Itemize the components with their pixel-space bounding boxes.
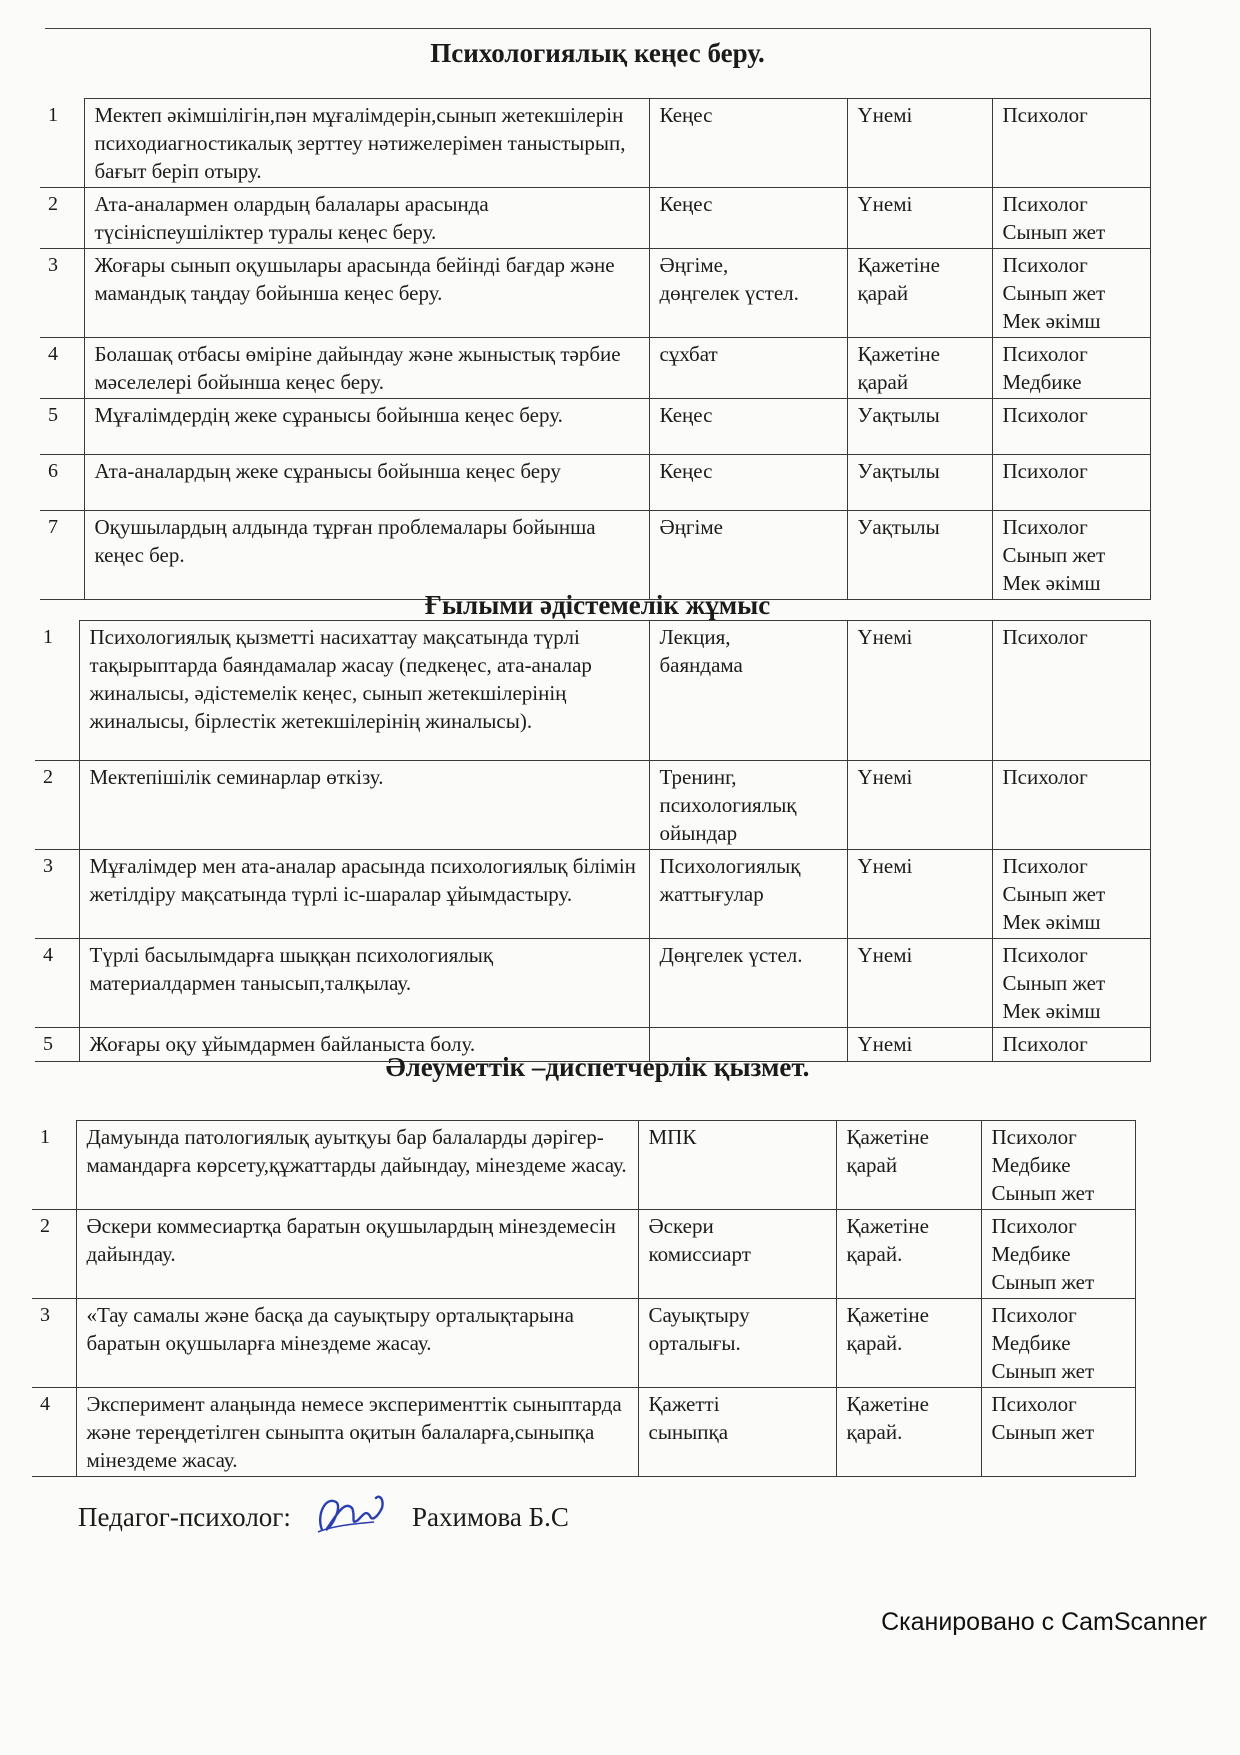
responsible-persons-line: Сынып жет [1002,281,1106,305]
responsible-persons-line: Медбике [991,1331,1071,1355]
responsible-persons-line: Сынып жет [1002,971,1106,995]
activity-timing-line: Үнемі [857,943,913,967]
activity-form [649,338,847,399]
responsible-persons [992,399,1150,455]
activity-description: Жоғары оқу ұйымдармен байланыста болу. [79,1028,649,1062]
activity-timing [847,511,992,600]
activity-timing-line: Уақтылы [857,403,940,427]
activity-timing [836,1388,981,1477]
table-row [35,850,1150,939]
activity-description: Болашақ отбасы өміріне дайындау және жыныстық тәрбие мәселелері бойынша кеңес беру. [84,338,649,399]
activity-form-line: Лекция, [659,625,731,649]
table-row [40,188,1150,249]
activity-timing [847,761,992,850]
table-row [35,761,1150,850]
activity-description: Түрлі басылымдарға шыққан психологиялық материалдармен танысып,талқылау. [79,939,649,1028]
activity-timing-line: қарай [857,370,909,394]
activity-timing-line: Үнемі [857,1032,913,1056]
activity-timing-line: қарай. [846,1331,903,1355]
row-number: 3 [35,850,79,939]
row-number: 1 [32,1121,76,1210]
activity-timing-line: қарай. [846,1420,903,1444]
camscanner-watermark: Сканировано с CamScanner [881,1608,1207,1636]
activity-form-line: Кеңес [659,403,713,427]
activity-timing-line: Уақтылы [857,459,940,483]
responsible-persons-line: Психолог [1002,103,1088,127]
table-row [32,1299,1135,1388]
activity-timing-line: Қажетіне [846,1392,929,1416]
activity-form-line: орталығы. [648,1331,741,1355]
responsible-persons-line: Сынып жет [991,1181,1095,1205]
table-row [40,455,1150,511]
activity-form-line: Кеңес [659,103,713,127]
responsible-persons [992,99,1150,188]
responsible-persons-line: Сынып жет [991,1359,1095,1383]
activity-timing-line: Қажетіне [857,342,940,366]
activity-form-line: Әңгіме, [659,253,729,277]
activity-timing-line: Қажетіне [846,1303,929,1327]
footer-name: Рахимова Б.С [412,1502,569,1532]
activity-timing-line: Үнемі [857,854,913,878]
responsible-persons-line: Психолог [1002,403,1088,427]
responsible-persons-line: Психолог [1002,459,1088,483]
responsible-persons-line: Психолог [991,1214,1077,1238]
responsible-persons-line: Психолог [1002,625,1088,649]
title-right-rule [1150,28,1151,98]
activity-form [649,399,847,455]
activity-timing [847,399,992,455]
activity-form-line: баяндама [659,653,743,677]
responsible-persons [992,621,1150,761]
activity-description: Оқушылардың алдында тұрған проблемалары бойынша кеңес бер. [84,511,649,600]
responsible-persons-line: Психолог [1002,854,1088,878]
activity-form [649,249,847,338]
activity-timing-line: Қажетіне [846,1214,929,1238]
activity-timing [847,939,992,1028]
activity-description: Мектепішілік семинарлар өткізу. [79,761,649,850]
row-number: 5 [40,399,84,455]
table-row [35,621,1150,761]
responsible-persons-line: Психолог [991,1392,1077,1416]
responsible-persons [992,188,1150,249]
table-row [32,1121,1135,1210]
activity-form [638,1210,836,1299]
table-row [40,511,1150,600]
responsible-persons-line: Мек әкімш [1002,571,1101,595]
responsible-persons [992,511,1150,600]
section-title-social: Әлеуметтік –диспетчерлік қызмет. [385,1052,810,1082]
activity-timing [847,338,992,399]
responsible-persons-line: Психолог [991,1125,1077,1149]
activity-form-line: Қажетті [648,1392,720,1416]
responsible-persons [992,455,1150,511]
activity-form-line: сұхбат [659,342,718,366]
activity-form [638,1121,836,1210]
responsible-persons-line: Психолог [1002,1032,1088,1056]
activity-timing-line: қарай [857,281,909,305]
table-consulting [40,98,1151,600]
responsible-persons-line: Психолог [1002,765,1088,789]
row-number: 2 [40,188,84,249]
activity-description: Психологиялық қызметті насихаттау мақсатында түрлі тақырыптарда баяндамалар жасау (педкеңес, ата-аналар жиналысы, әдістемелік кеңес, сынып жетекшілерінің жиналысы, бірлестік жетекшілерінің жиналысы). [79,621,649,761]
activity-description: Мектеп әкімшілігін,пән мұғалімдерін,сынып жетекшілерін психодиагностикалық зерттеу нәтижелерімен таныстырып, бағыт беріп отыру. [84,99,649,188]
responsible-persons [992,761,1150,850]
activity-timing [847,455,992,511]
activity-timing-line: Үнемі [857,625,913,649]
activity-form [649,188,847,249]
section-title-consulting: Психологиялық кеңес беру. [430,38,765,68]
activity-form [638,1299,836,1388]
footer-role: Педагог-психолог: [78,1502,291,1532]
activity-form-line: Дөңгелек үстел. [659,943,803,967]
activity-form-line: ойындар [659,821,738,845]
activity-timing-line: Қажетіне [857,253,940,277]
responsible-persons [981,1299,1135,1388]
activity-form-line: комиссиарт [648,1242,751,1266]
row-number: 1 [35,621,79,761]
activity-form-line: Кеңес [659,192,713,216]
responsible-persons-line: Психолог [1002,342,1088,366]
table-row [40,399,1150,455]
activity-timing [836,1121,981,1210]
responsible-persons-line: Медбике [991,1153,1071,1177]
activity-form [638,1388,836,1477]
activity-timing [836,1299,981,1388]
responsible-persons-line: Сынып жет [991,1420,1095,1444]
row-number: 1 [40,99,84,188]
activity-timing-line: Үнемі [857,765,913,789]
responsible-persons-line: Сынып жет [991,1270,1095,1294]
activity-timing-line: қарай [846,1153,898,1177]
responsible-persons-line: Сынып жет [1002,220,1106,244]
responsible-persons [992,338,1150,399]
activity-form-line: дөңгелек үстел. [659,281,799,305]
responsible-persons-line: Психолог [1002,253,1088,277]
responsible-persons [992,850,1150,939]
responsible-persons [992,939,1150,1028]
activity-description: Ата-аналардың жеке сұранысы бойынша кеңес беру [84,455,649,511]
row-number: 2 [32,1210,76,1299]
activity-timing [847,188,992,249]
row-number: 3 [32,1299,76,1388]
activity-description: Әскери коммесиартқа баратын оқушылардың мінездемесін дайындау. [76,1210,638,1299]
responsible-persons-line: Мек әкімш [1002,309,1101,333]
table-row [40,99,1150,188]
activity-description: Жоғары сынып оқушылары арасында бейінді бағдар және мамандық таңдау бойынша кеңес беру. [84,249,649,338]
activity-description: Ата-аналармен олардың балалары арасында түсініспеушіліктер туралы кеңес беру. [84,188,649,249]
activity-timing-line: қарай. [846,1242,903,1266]
responsible-persons-line: Психолог [991,1303,1077,1327]
row-number: 4 [32,1388,76,1477]
activity-form-line: Кеңес [659,459,713,483]
activity-form [649,939,847,1028]
activity-timing-line: Уақтылы [857,515,940,539]
responsible-persons-line: Мек әкімш [1002,999,1101,1023]
section-title-methodology: Ғылыми әдістемелік жұмыс [424,590,771,620]
table-row [40,338,1150,399]
activity-timing [847,249,992,338]
activity-form-line: сыныпқа [648,1420,729,1444]
responsible-persons [981,1210,1135,1299]
row-number: 7 [40,511,84,600]
responsible-persons [992,249,1150,338]
table-methodology [35,620,1151,1062]
activity-form-line: Тренинг, [659,765,737,789]
activity-form-line: Әңгіме [659,515,723,539]
table-row [32,1388,1135,1477]
activity-timing [847,99,992,188]
activity-form [649,761,847,850]
activity-form-line: Психологиялық [659,854,801,878]
responsible-persons [981,1388,1135,1477]
activity-timing [836,1210,981,1299]
table-row [35,939,1150,1028]
activity-form-line: жаттығулар [659,882,764,906]
table-social [32,1120,1136,1477]
activity-description: Мұғалімдер мен ата-аналар арасында психологиялық білімін жетілдіру мақсатында түрлі іс-шаралар ұйымдастыру. [79,850,649,939]
row-number: 5 [35,1028,79,1062]
activity-description: Мұғалімдердің жеке сұранысы бойынша кеңес беру. [84,399,649,455]
activity-description: Эксперимент алаңында немесе эксперименттік сыныптарда және тереңдетілген сыныпта оқитын балаларға,сыныпқа мінездеме жасау. [76,1388,638,1477]
table-row [32,1210,1135,1299]
responsible-persons-line: Психолог [1002,943,1088,967]
responsible-persons [981,1121,1135,1210]
row-number: 2 [35,761,79,850]
row-number: 6 [40,455,84,511]
activity-form-line: Сауықтыру [648,1303,750,1327]
activity-timing [847,850,992,939]
activity-timing-line: Қажетіне [846,1125,929,1149]
responsible-persons-line: Сынып жет [1002,543,1106,567]
activity-timing [847,621,992,761]
responsible-persons-line: Психолог [1002,515,1088,539]
activity-form [649,99,847,188]
activity-form [649,455,847,511]
activity-description: Дамуында патологиялық ауытқуы бар балаларды дәрігер-мамандарға көрсету,құжаттарды дайындау, мінездеме жасау. [76,1121,638,1210]
activity-form [649,850,847,939]
row-number: 4 [40,338,84,399]
top-rule [45,28,1150,29]
activity-timing-line: Үнемі [857,103,913,127]
responsible-persons-line: Сынып жет [1002,882,1106,906]
signature-mark [312,1486,394,1540]
responsible-persons-line: Мек әкімш [1002,910,1101,934]
table-row [40,249,1150,338]
responsible-persons-line: Медбике [991,1242,1071,1266]
activity-form-line: психологиялық [659,793,797,817]
activity-description: «Тау самалы және басқа да сауықтыру орталықтарына баратын оқушыларға мінездеме жасау. [76,1299,638,1388]
responsible-persons-line: Психолог [1002,192,1088,216]
row-number: 4 [35,939,79,1028]
row-number: 3 [40,249,84,338]
activity-form [649,511,847,600]
activity-form-line: Әскери [648,1214,714,1238]
activity-form-line: МПК [648,1125,697,1149]
responsible-persons-line: Медбике [1002,370,1082,394]
activity-form [649,621,847,761]
activity-timing-line: Үнемі [857,192,913,216]
